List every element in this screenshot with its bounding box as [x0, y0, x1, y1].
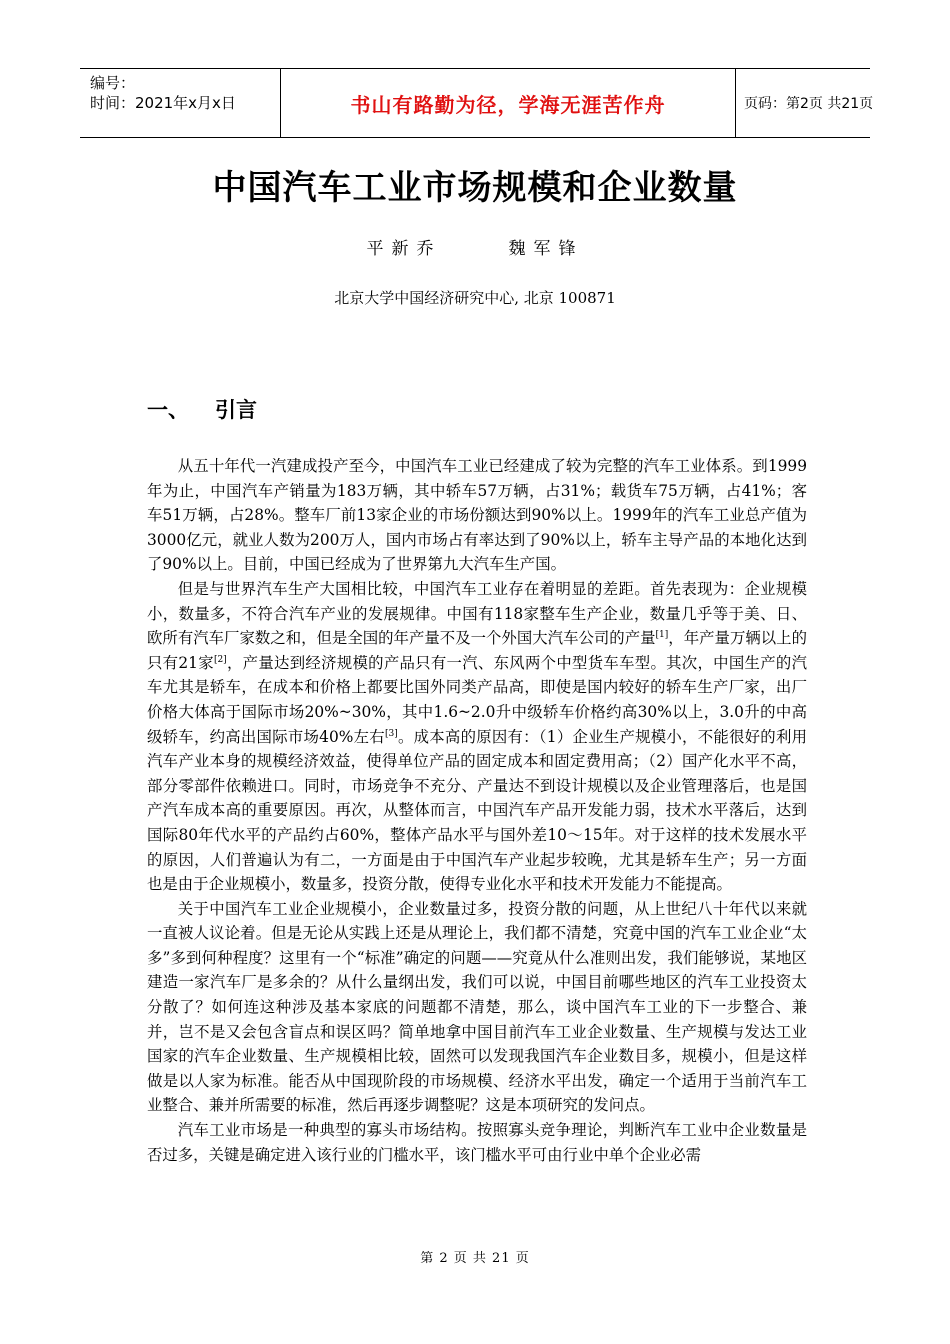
page-header — [80, 68, 874, 138]
header-page-info: 页码：第2页 共21页 — [744, 96, 874, 112]
paragraph-2-part-d: 。成本高的原因有：（1）企业生产规模小，不能很好的利用汽车产业本身的规模经济效益，使得单位产品的固定成本和固定费用高；（2）国产化水平不高，部分零部件依赖进口。同时，市场竞争不充分、产量达不到设计规模以及企业管理落后，也是国产汽车成本高的重要原因。再次，从整体而言，中国汽车产品开发能力弱，技术水平落后，达到国际80年代水平的产品约占60%，整体产品水平与国外差10～15年。对于这样的技术发展水平的原因，人们普遍认为有二，一方面是由于中国汽车产业起步较晚，尤其是轿车生产；另一方面也是由于企业规模小，数量多，投资分散，使得专业化水平和技术开发能力不能提高。 — [147, 727, 808, 894]
paragraph-4: 汽车工业市场是一种典型的寡头市场结构。按照寡头竞争理论，判断汽车工业中企业数量是否过多，关键是确定进入该行业的门槛水平，该门槛水平可由行业中单个企业必需 — [147, 1121, 807, 1164]
citation-ref-2: [2] — [213, 654, 227, 665]
serial-label: 编号： — [90, 74, 136, 92]
header-meta — [80, 69, 281, 137]
paragraph-2-part-a: 但是与世界汽车生产大国相比较，中国汽车工业存在着明显的差距。首先表现为：企业规模小，数量多，不符合汽车产业的发展规律。中国有118家整车生产企业，数量几乎等于美、日、欧所有汽车厂家数之和，但是全国的年产量不及一个外国大汽车公司的产量 — [147, 579, 807, 648]
citation-ref-3: [3] — [384, 728, 398, 739]
article-body — [147, 454, 807, 1167]
page-footer: 第 2 页 共 21 页 — [420, 1251, 530, 1266]
section-number: 一、 — [147, 398, 189, 422]
paragraph-1: 从五十年代一汽建成投产至今，中国汽车工业已经建成了较为完整的汽车工业体系。到1999年为止，中国汽车产销量为183万辆，其中轿车57万辆，占31%；载货车75万辆，占41%；客车51万辆，占28%。整车厂前13家企业的市场份额达到90%以上。1999年的汽车工业总产值为3000亿元，就业人数为200万人，国内市场占有率达到了90%以上，轿车主导产品的本地化达到了90%以上。目前，中国已经成为了世界第九大汽车生产国。 — [147, 457, 807, 574]
header-motto: 书山有路勤为径，学海无涯苦作舟 — [281, 69, 736, 137]
citation-ref-1: [1] — [655, 630, 669, 641]
article-affiliation: 北京大学中国经济研究中心, 北京 100871 — [334, 289, 616, 307]
article-authors: 平新乔 魏军锋 — [366, 239, 584, 259]
paragraph-2 — [147, 577, 807, 897]
paragraph-2-part-b: ，年产量万辆以上的只有21家 — [147, 629, 807, 672]
section-heading — [147, 394, 257, 424]
article-title: 中国汽车工业市场规模和企业数量 — [212, 168, 738, 208]
paragraph-3: 关于中国汽车工业企业规模小，企业数量过多，投资分散的问题，从上世纪八十年代以来就一直被人议论着。但是无论从实践上还是从理论上，我们都不清楚，究竟中国的汽车工业企业“太多”多到何种程度？这里有一个“标准”确定的问题——究竟从什么准则出发，我们能够说，某地区建造一家汽车厂是多余的？从什么量纲出发，我们可以说，中国目前哪些地区的汽车工业投资太分散了？如何连这种涉及基本家底的问题都不清楚，那么，谈中国汽车工业的下一步整合、兼并，岂不是又会包含盲点和误区吗？简单地拿中国目前汽车工业企业数量、生产规模与发达工业国家的汽车企业数量、生产规模相比较，固然可以发现我国汽车企业数目多，规模小，但是这样做是以人家为标准。能否从中国现阶段的市场规模、经济水平出发，确定一个适用于当前汽车工业整合、兼并所需要的标准，然后再逐步调整呢？这是本项研究的发问点。 — [147, 899, 807, 1115]
time-label: 时间：2021年x月x日 — [90, 94, 236, 112]
paragraph-2-part-c: ，产量达到经济规模的产品只有一汽、东风两个中型货车车型。其次，中国生产的汽车尤其是轿车，在成本和价格上都要比国外同类产品高，即使是国内较好的轿车生产厂家，出厂价格大体高于国际市场20%~30%，其中1.6~2.0升中级轿车价格约高30%以上，3.0升的中高级轿车，约高出国际市场40%左右 — [147, 653, 807, 746]
section-title: 引言 — [215, 398, 257, 422]
